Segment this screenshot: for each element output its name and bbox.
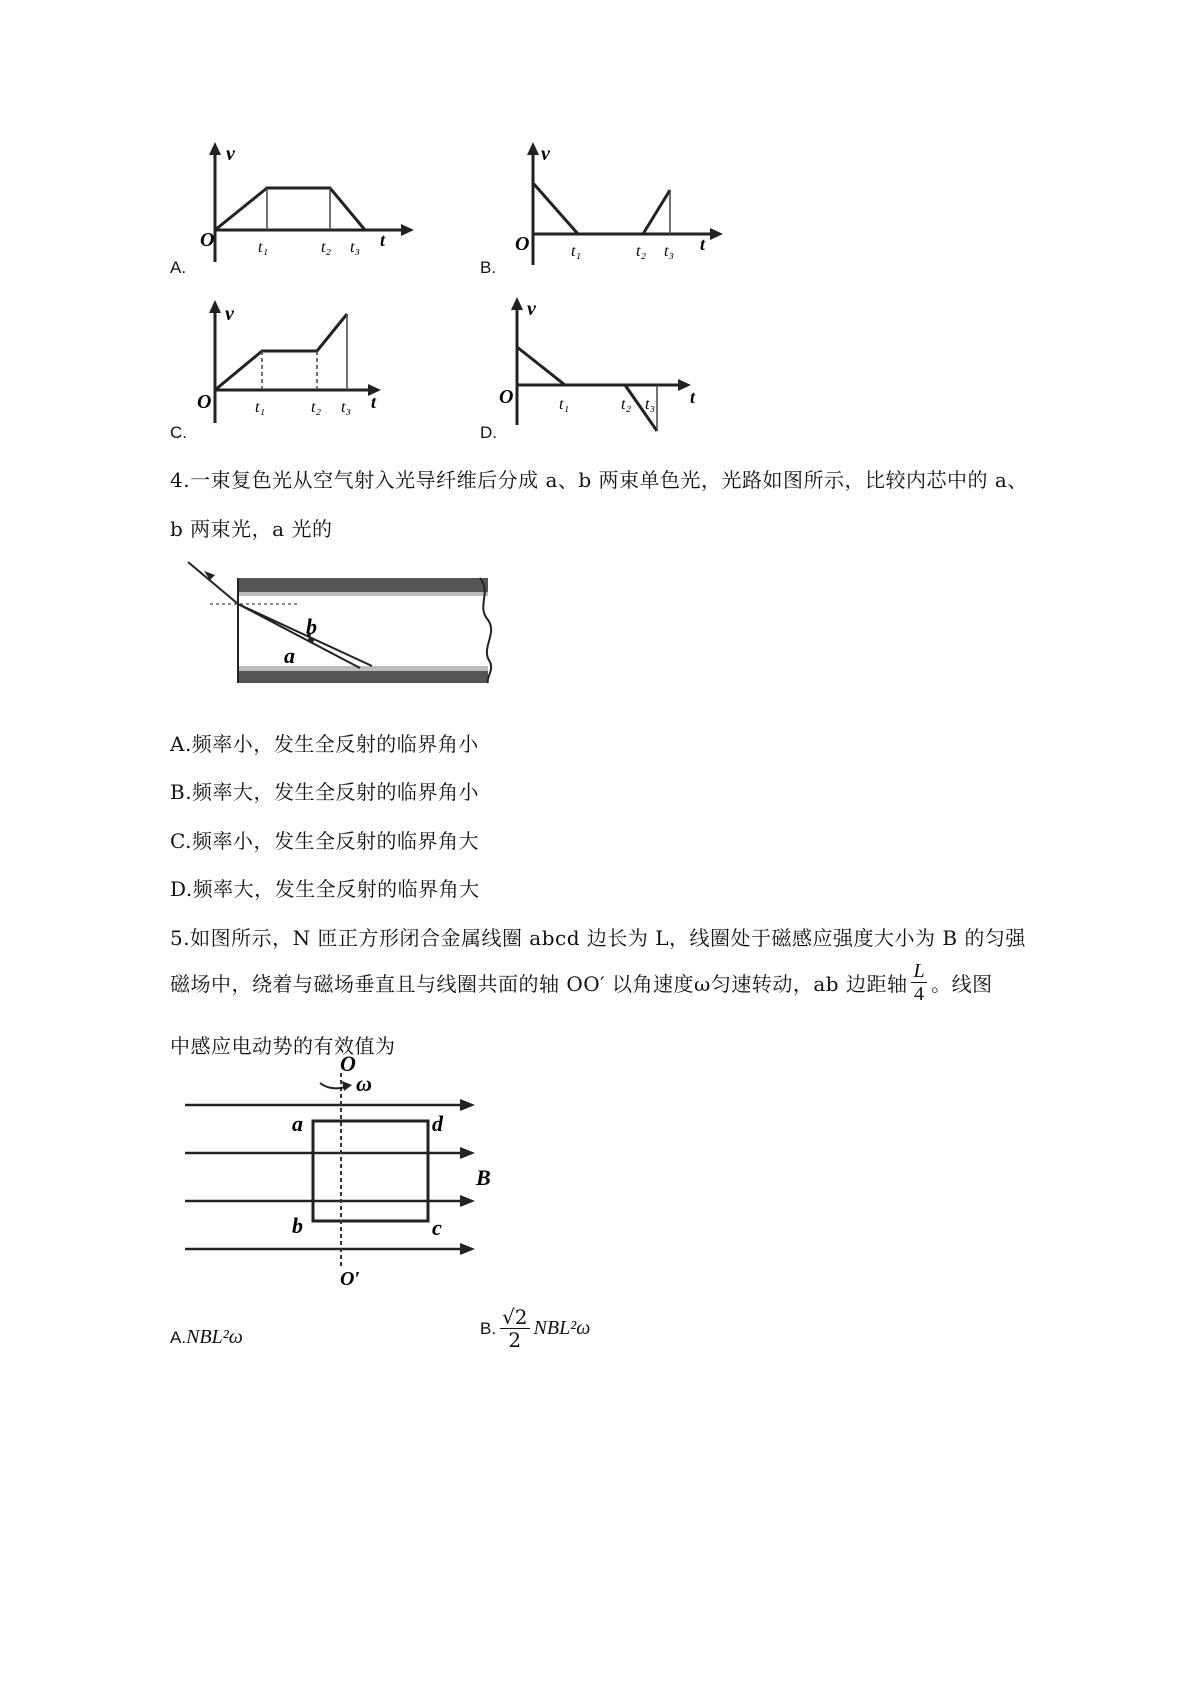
tick-label-t1: t₁ — [258, 239, 269, 256]
question-4-stem-line2: b 两束光，a 光的 — [170, 517, 333, 541]
v-axis-label: v — [541, 143, 550, 165]
field-label-b: B — [476, 1165, 491, 1190]
t-axis-label: t — [371, 392, 377, 412]
corner-label-b: b — [292, 1213, 303, 1238]
question-5-stem-line2 — [170, 960, 993, 1005]
option-d-letter: D. — [480, 423, 497, 442]
origin-label: O — [499, 386, 514, 408]
tick-label-t3: t₃ — [645, 396, 656, 413]
ray-label-b: b — [306, 614, 317, 639]
v-axis-label: v — [226, 143, 235, 165]
graph-d — [495, 295, 715, 440]
option-a-expression: NBL²ω — [186, 1326, 243, 1348]
origin-label: O — [200, 229, 215, 251]
option-c-letter: C. — [170, 423, 187, 442]
v-axis-label: v — [527, 298, 536, 320]
option-b-letter: B. — [480, 258, 497, 277]
t-axis-label: t — [380, 230, 386, 250]
tick-label-t3: t₃ — [664, 243, 675, 260]
v-axis-label: v — [225, 303, 234, 325]
tick-label-t2: t₂ — [636, 243, 647, 260]
option-b-expression: NBL²ω — [533, 1317, 591, 1339]
question-4-stem-line1: 4.一束复色光从空气射入光导纤维后分成 a、b 两束单色光，光路如图所示，比较内芯中的 a、 — [170, 468, 1028, 492]
corner-label-d: d — [432, 1111, 443, 1136]
question-4-option-c[interactable]: C.频率小，发生全反射的临界角大 — [170, 829, 479, 853]
tick-label-t2: t₂ — [311, 399, 322, 416]
question-5-option-b[interactable] — [480, 1306, 590, 1351]
option-a-letter: A. — [170, 1327, 187, 1347]
origin-label: O — [197, 391, 212, 413]
question-4-option-b[interactable]: B.频率大，发生全反射的临界角小 — [170, 780, 480, 804]
omega-label: ω — [356, 1071, 372, 1096]
ray-label-a: a — [284, 643, 295, 668]
stem-line2-tail: 。线图 — [931, 972, 993, 996]
question-5-stem-line1: 5.如图所示，N 匝正方形闭合金属线圈 abcd 边长为 L，线圈处于磁感应强度大小为 B 的匀强 — [170, 926, 1026, 950]
graph-b — [505, 140, 735, 280]
tick-label-t1: t₁ — [559, 396, 570, 413]
option-a-letter: A. — [170, 258, 187, 277]
tick-label-t3: t₃ — [341, 399, 352, 416]
fraction-denominator: 2 — [508, 1328, 522, 1352]
graph-c — [195, 298, 395, 433]
t-axis-label: t — [690, 387, 696, 407]
fraction-denominator: 4 — [914, 983, 925, 1005]
stem-line2-text: 磁场中，绕着与磁场垂直且与线圈共面的轴 OO′ 以角速度ω匀速转动，ab 边距轴 — [170, 972, 908, 996]
option-b-letter: B. — [480, 1318, 497, 1338]
t-axis-label: t — [700, 234, 706, 254]
fraction-numerator: √2 — [502, 1305, 528, 1329]
optical-fiber-diagram — [180, 558, 500, 693]
question-5-stem-line3: 中感应电动势的有效值为 — [170, 1034, 396, 1058]
corner-label-a: a — [292, 1111, 303, 1136]
question-4-option-d[interactable]: D.频率大，发生全反射的临界角大 — [170, 877, 480, 901]
tick-label-t1: t₁ — [255, 399, 266, 416]
corner-label-c: c — [432, 1215, 442, 1240]
fraction-l-over-4 — [911, 960, 927, 1005]
question-5-option-a[interactable] — [170, 1326, 243, 1349]
tick-label-t2: t₂ — [621, 396, 632, 413]
tick-label-t2: t₂ — [321, 239, 332, 256]
option-b-fraction — [500, 1306, 529, 1351]
axis-label-o-prime: O′ — [340, 1268, 361, 1288]
fraction-numerator: L — [913, 960, 926, 982]
tick-label-t3: t₃ — [350, 239, 361, 256]
axis-label-o: O — [340, 1053, 356, 1076]
rotating-coil-diagram — [180, 1053, 520, 1288]
origin-label: O — [515, 233, 530, 255]
graph-a — [200, 140, 420, 280]
tick-label-t1: t₁ — [571, 243, 582, 260]
question-4-option-a[interactable]: A.频率小，发生全反射的临界角小 — [170, 732, 479, 756]
